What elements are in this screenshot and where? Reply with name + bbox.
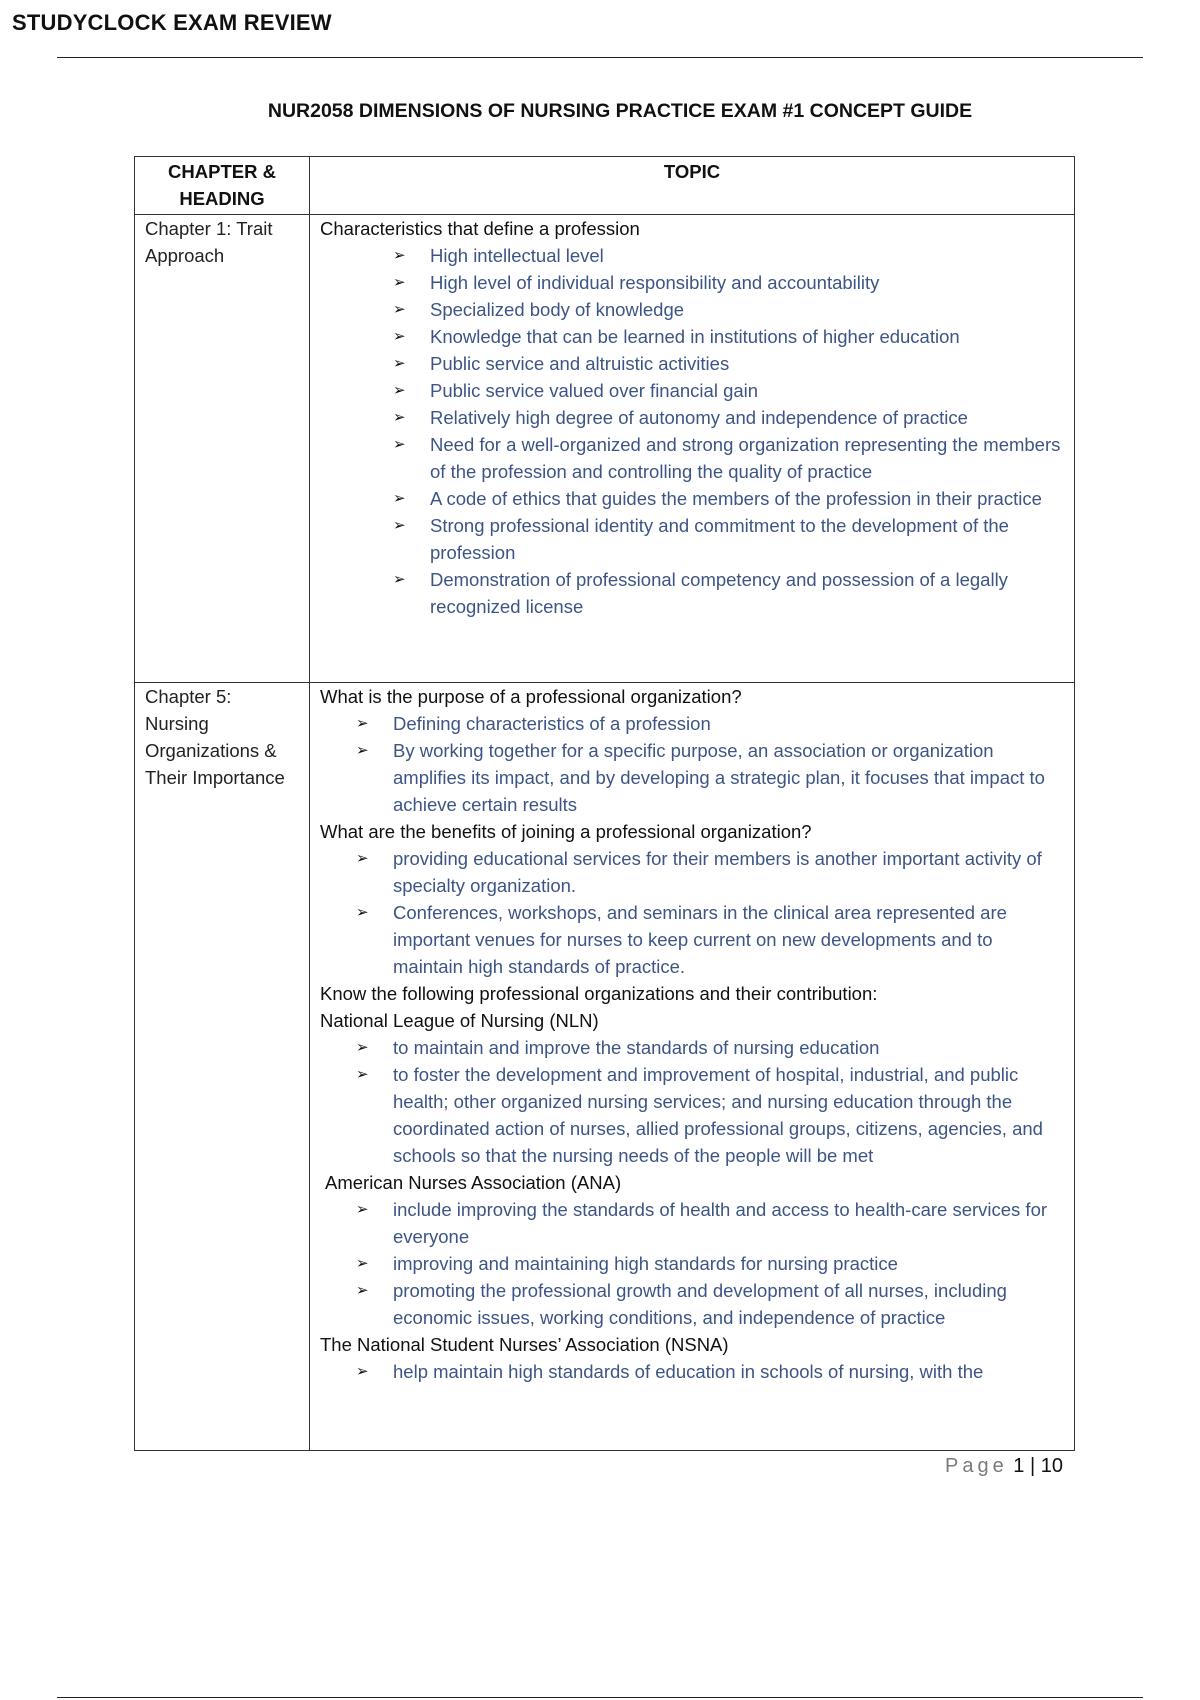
page-label: Page xyxy=(945,1455,1008,1477)
list-item: ➢ By working together for a specific purpose, an association or organization amplifies its impact, and by developing a strategic plan, it focuses that impact to achieve certain results xyxy=(320,737,1064,818)
list-item: ➢ Specialized body of knowledge xyxy=(320,296,1064,323)
list-item: ➢ to maintain and improve the standards of nursing education xyxy=(320,1034,1064,1061)
topic-cell xyxy=(310,683,1075,1451)
org-nsna: The National Student Nurses’ Association (NSNA) xyxy=(320,1334,729,1355)
list-item: ➢ improving and maintaining high standards for nursing practice xyxy=(320,1250,1064,1277)
topic-cell xyxy=(310,215,1075,683)
header-title: STUDYCLOCK EXAM REVIEW xyxy=(12,10,332,35)
list-item: ➢ Knowledge that can be learned in institutions of higher education xyxy=(320,323,1064,350)
list-item: ➢ promoting the professional growth and development of all nurses, including economic issues, working conditions, and independence of practice xyxy=(320,1277,1064,1331)
org-nln: National League of Nursing (NLN) xyxy=(320,1010,599,1031)
list-item: ➢ High level of individual responsibility and accountability xyxy=(320,269,1064,296)
list-item: ➢ A code of ethics that guides the members of the profession in their practice xyxy=(320,485,1064,512)
page-footer xyxy=(945,1455,1063,1478)
bullet-list xyxy=(320,1196,1064,1331)
list-item: ➢ include improving the standards of health and access to health-care services for everyone xyxy=(320,1196,1064,1250)
list-item: ➢ Conferences, workshops, and seminars in the clinical area represented are important venues for nurses to keep current on new developments and to maintain high standards of practice. xyxy=(320,899,1064,980)
bullet-list xyxy=(320,1358,1064,1385)
list-item: ➢ Strong professional identity and commitment to the development of the profession xyxy=(320,512,1064,566)
list-item: ➢ High intellectual level xyxy=(320,242,1064,269)
document-title: NUR2058 DIMENSIONS OF NURSING PRACTICE EXAM #1 CONCEPT GUIDE xyxy=(267,100,973,122)
question-purpose: What is the purpose of a professional organization? xyxy=(320,686,742,707)
list-item: ➢ Defining characteristics of a profession xyxy=(320,710,1064,737)
footer-rule xyxy=(57,1697,1143,1698)
know-organizations: Know the following professional organizations and their contribution: xyxy=(320,983,878,1004)
total-pages: 10 xyxy=(1040,1455,1063,1477)
bullet-list xyxy=(320,1034,1064,1169)
chapter-cell: Chapter 1: Trait Approach xyxy=(135,215,310,683)
concept-guide-table xyxy=(134,156,1075,1451)
bullet-list xyxy=(320,710,1064,818)
org-ana: American Nurses Association (ANA) xyxy=(325,1172,622,1193)
table-row xyxy=(135,683,1075,1451)
page-separator: | xyxy=(1029,1455,1036,1477)
list-item: ➢ Need for a well-organized and strong organization representing the members of the profession and controlling the quality of practice xyxy=(320,431,1064,485)
page-number: 1 xyxy=(1013,1455,1025,1477)
list-item: ➢ Public service valued over financial gain xyxy=(320,377,1064,404)
bullet-list xyxy=(320,845,1064,980)
chapter-cell: Chapter 5: Nursing Organizations & Their Importance xyxy=(135,683,310,1451)
table-header-row xyxy=(135,157,1075,215)
bullet-list xyxy=(320,242,1064,620)
list-item: ➢ Relatively high degree of autonomy and independence of practice xyxy=(320,404,1064,431)
table-row xyxy=(135,215,1075,683)
list-item: ➢ providing educational services for their members is another important activity of specialty organization. xyxy=(320,845,1064,899)
list-item: ➢ Demonstration of professional competency and possession of a legally recognized license xyxy=(320,566,1064,620)
question-benefits: What are the benefits of joining a professional organization? xyxy=(320,821,812,842)
list-item: ➢ Public service and altruistic activities xyxy=(320,350,1064,377)
list-item: ➢ help maintain high standards of education in schools of nursing, with the xyxy=(320,1358,1064,1385)
list-item: ➢ to foster the development and improvement of hospital, industrial, and public health; other organized nursing services; and nursing education through the coordinated action of nurses, allied professional groups, citizens, agencies, and schools so that the nursing needs of the people will be met xyxy=(320,1061,1064,1169)
header-rule xyxy=(57,57,1143,58)
topic-intro: Characteristics that define a profession xyxy=(320,218,640,239)
header-topic: TOPIC xyxy=(310,157,1075,215)
header-chapter: CHAPTER & HEADING xyxy=(135,157,310,215)
